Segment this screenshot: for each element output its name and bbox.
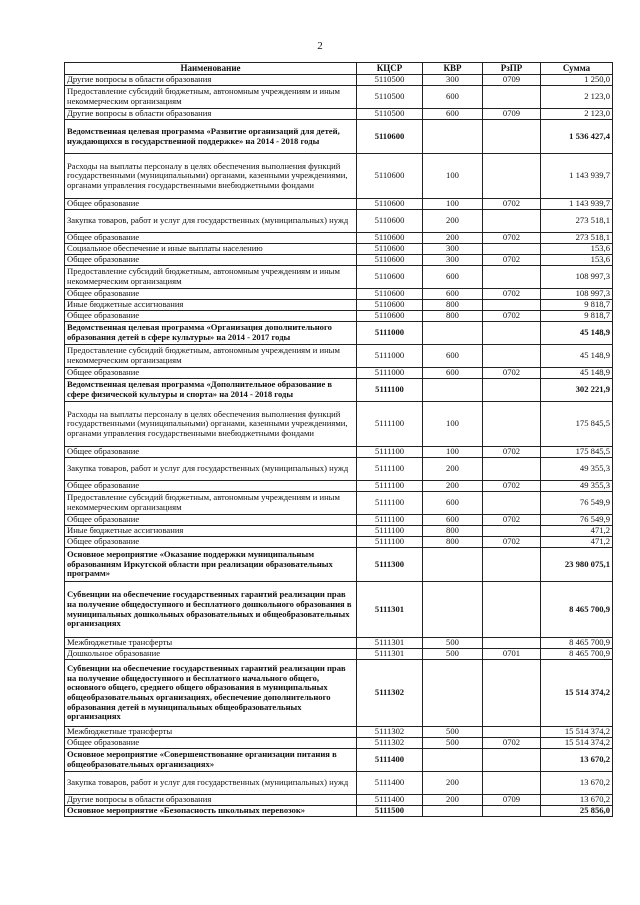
cell-kvr: 200 <box>423 795 483 806</box>
cell-kvr: 500 <box>423 638 483 649</box>
cell-kvr: 600 <box>423 289 483 300</box>
cell-rzpr <box>483 300 541 311</box>
cell-name: Общее образование <box>65 233 357 244</box>
cell-rzpr: 0701 <box>483 649 541 660</box>
table-row <box>65 379 613 402</box>
cell-kcsr: 5110500 <box>357 75 423 86</box>
cell-sum: 1 143 939,7 <box>541 154 613 199</box>
cell-kcsr: 5110600 <box>357 300 423 311</box>
cell-kvr: 100 <box>423 154 483 199</box>
cell-name: Предоставление субсидий бюджетным, автономным учреждениям и иным некоммерческим организациям <box>65 266 357 289</box>
table-row <box>65 806 613 817</box>
cell-sum: 273 518,1 <box>541 210 613 233</box>
cell-kvr: 100 <box>423 447 483 458</box>
table-row <box>65 244 613 255</box>
cell-kcsr: 5111100 <box>357 379 423 402</box>
cell-rzpr <box>483 638 541 649</box>
cell-name: Предоставление субсидий бюджетным, автономным учреждениям и иным некоммерческим организациям <box>65 86 357 109</box>
cell-rzpr: 0702 <box>483 199 541 210</box>
cell-rzpr <box>483 322 541 345</box>
cell-kcsr: 5110600 <box>357 233 423 244</box>
cell-rzpr <box>483 266 541 289</box>
cell-rzpr <box>483 492 541 515</box>
table-row <box>65 255 613 266</box>
cell-name: Общее образование <box>65 368 357 379</box>
cell-kcsr: 5110600 <box>357 199 423 210</box>
cell-kcsr: 5110600 <box>357 266 423 289</box>
page-number: 2 <box>317 40 323 52</box>
column-header-kvr: КВР <box>423 63 483 75</box>
table-row <box>65 649 613 660</box>
cell-kcsr: 5110600 <box>357 154 423 199</box>
cell-kvr: 200 <box>423 210 483 233</box>
cell-kcsr: 5111301 <box>357 638 423 649</box>
cell-name: Ведомственная целевая программа «Дополнительное образование в сфере физической культуры и спорта» на 2014 - 2018 годы <box>65 379 357 402</box>
cell-kcsr: 5111302 <box>357 727 423 738</box>
cell-sum: 45 148,9 <box>541 345 613 368</box>
cell-sum: 471,2 <box>541 537 613 548</box>
cell-name: Основное мероприятие «Совершенствование организации питания в общеобразовательных организациях» <box>65 749 357 772</box>
cell-kvr <box>423 582 483 638</box>
cell-rzpr: 0702 <box>483 447 541 458</box>
cell-kvr: 600 <box>423 492 483 515</box>
cell-rzpr <box>483 749 541 772</box>
cell-rzpr <box>483 379 541 402</box>
cell-name: Общее образование <box>65 311 357 322</box>
cell-kvr: 200 <box>423 458 483 481</box>
table-row <box>65 109 613 120</box>
table-row <box>65 447 613 458</box>
cell-sum: 49 355,3 <box>541 481 613 492</box>
cell-kcsr: 5111400 <box>357 772 423 795</box>
cell-name: Субвенции на обеспечение государственных гарантий реализации прав на получение общедоступного и бесплатного дошкольного образования в муниципальных дошкольных образовательных и общеобразовательных организациях <box>65 582 357 638</box>
cell-kvr: 300 <box>423 244 483 255</box>
cell-kcsr: 5110600 <box>357 311 423 322</box>
cell-sum: 175 845,5 <box>541 447 613 458</box>
cell-rzpr <box>483 86 541 109</box>
cell-sum: 8 465 700,9 <box>541 582 613 638</box>
cell-name: Иные бюджетные ассигнования <box>65 526 357 537</box>
cell-kcsr: 5110600 <box>357 255 423 266</box>
cell-name: Предоставление субсидий бюджетным, автономным учреждениям и иным некоммерческим организациям <box>65 345 357 368</box>
cell-rzpr: 0709 <box>483 795 541 806</box>
cell-rzpr <box>483 244 541 255</box>
cell-sum: 45 148,9 <box>541 322 613 345</box>
cell-kvr: 500 <box>423 738 483 749</box>
cell-sum: 9 818,7 <box>541 311 613 322</box>
cell-sum: 1 143 939,7 <box>541 199 613 210</box>
cell-kvr <box>423 120 483 154</box>
table-row <box>65 795 613 806</box>
cell-kcsr: 5111100 <box>357 458 423 481</box>
cell-kcsr: 5111302 <box>357 660 423 727</box>
cell-kvr: 800 <box>423 300 483 311</box>
cell-rzpr <box>483 210 541 233</box>
cell-rzpr <box>483 548 541 582</box>
column-header-rzpr: РзПР <box>483 63 541 75</box>
cell-kcsr: 5111100 <box>357 402 423 447</box>
cell-rzpr <box>483 660 541 727</box>
cell-kcsr: 5110500 <box>357 86 423 109</box>
cell-kvr: 300 <box>423 75 483 86</box>
cell-name: Закупка товаров, работ и услуг для государственных (муниципальных) нужд <box>65 772 357 795</box>
cell-rzpr <box>483 526 541 537</box>
cell-kcsr: 5111400 <box>357 749 423 772</box>
cell-kcsr: 5110600 <box>357 120 423 154</box>
column-header-kcsr: КЦСР <box>357 63 423 75</box>
cell-sum: 8 465 700,9 <box>541 638 613 649</box>
cell-kvr: 800 <box>423 526 483 537</box>
table-row <box>65 515 613 526</box>
cell-sum: 76 549,9 <box>541 492 613 515</box>
table-row <box>65 402 613 447</box>
cell-name: Субвенции на обеспечение государственных гарантий реализации прав на получение общедоступного и бесплатного начального общего, основного общего, среднего общего образования в муниципальных общеобразовательных организациях, обеспечение дополнительного образования детей в муниципальных общеобразовательных организациях <box>65 660 357 727</box>
cell-rzpr <box>483 458 541 481</box>
table-row <box>65 199 613 210</box>
cell-rzpr: 0709 <box>483 75 541 86</box>
cell-rzpr: 0702 <box>483 537 541 548</box>
cell-rzpr: 0702 <box>483 289 541 300</box>
cell-name: Общее образование <box>65 447 357 458</box>
cell-kcsr: 5111100 <box>357 526 423 537</box>
table-row <box>65 233 613 244</box>
cell-kcsr: 5111100 <box>357 447 423 458</box>
cell-kcsr: 5111000 <box>357 368 423 379</box>
table-row <box>65 86 613 109</box>
table-row <box>65 727 613 738</box>
cell-kcsr: 5111000 <box>357 345 423 368</box>
cell-name: Ведомственная целевая программа «Развитие организаций для детей, нуждающихся в государственной поддержке» на 2014 - 2018 годы <box>65 120 357 154</box>
cell-kvr: 600 <box>423 515 483 526</box>
cell-sum: 302 221,9 <box>541 379 613 402</box>
cell-kcsr: 5111301 <box>357 582 423 638</box>
cell-kvr <box>423 379 483 402</box>
table-row <box>65 492 613 515</box>
cell-kvr: 200 <box>423 772 483 795</box>
table-row <box>65 749 613 772</box>
column-header-name: Наименование <box>65 63 357 75</box>
cell-name: Основное мероприятие «Оказание поддержки муниципальным образованиям Иркутской области при реализации образовательных программ» <box>65 548 357 582</box>
cell-rzpr <box>483 806 541 817</box>
cell-sum: 273 518,1 <box>541 233 613 244</box>
table-row <box>65 266 613 289</box>
table-row <box>65 311 613 322</box>
cell-name: Межбюджетные трансферты <box>65 638 357 649</box>
table-row <box>65 289 613 300</box>
cell-rzpr: 0702 <box>483 481 541 492</box>
table-row <box>65 481 613 492</box>
table-row <box>65 120 613 154</box>
cell-kcsr: 5111100 <box>357 515 423 526</box>
cell-kcsr: 5111100 <box>357 537 423 548</box>
cell-sum: 15 514 374,2 <box>541 727 613 738</box>
cell-sum: 25 856,0 <box>541 806 613 817</box>
table-row <box>65 548 613 582</box>
cell-kvr <box>423 548 483 582</box>
cell-sum: 13 670,2 <box>541 772 613 795</box>
cell-sum: 1 536 427,4 <box>541 120 613 154</box>
cell-sum: 13 670,2 <box>541 795 613 806</box>
table-row <box>65 75 613 86</box>
table-row <box>65 738 613 749</box>
cell-sum: 23 980 075,1 <box>541 548 613 582</box>
cell-sum: 108 997,3 <box>541 266 613 289</box>
cell-sum: 153,6 <box>541 255 613 266</box>
cell-sum: 175 845,5 <box>541 402 613 447</box>
cell-kvr: 600 <box>423 266 483 289</box>
cell-kcsr: 5110600 <box>357 289 423 300</box>
cell-rzpr: 0702 <box>483 738 541 749</box>
cell-kvr: 600 <box>423 86 483 109</box>
cell-kcsr: 5111000 <box>357 322 423 345</box>
cell-kvr <box>423 749 483 772</box>
cell-name: Другие вопросы в области образования <box>65 109 357 120</box>
cell-sum: 108 997,3 <box>541 289 613 300</box>
cell-name: Расходы на выплаты персоналу в целях обеспечения выполнения функций государственными (муниципальными) органами, казенными учреждениями, органами управления государственными внебюджетными фондами <box>65 402 357 447</box>
cell-kcsr: 5110600 <box>357 244 423 255</box>
cell-name: Предоставление субсидий бюджетным, автономным учреждениям и иным некоммерческим организациям <box>65 492 357 515</box>
cell-kvr: 100 <box>423 402 483 447</box>
cell-kvr: 500 <box>423 727 483 738</box>
cell-kvr: 200 <box>423 481 483 492</box>
cell-sum: 471,2 <box>541 526 613 537</box>
cell-rzpr: 0702 <box>483 368 541 379</box>
cell-kcsr: 5110500 <box>357 109 423 120</box>
cell-sum: 1 250,0 <box>541 75 613 86</box>
table-row <box>65 210 613 233</box>
cell-name: Закупка товаров, работ и услуг для государственных (муниципальных) нужд <box>65 210 357 233</box>
table-row <box>65 537 613 548</box>
cell-sum: 15 514 374,2 <box>541 660 613 727</box>
table-row <box>65 638 613 649</box>
cell-name: Другие вопросы в области образования <box>65 75 357 86</box>
cell-sum: 15 514 374,2 <box>541 738 613 749</box>
cell-name: Общее образование <box>65 481 357 492</box>
cell-rzpr <box>483 582 541 638</box>
cell-rzpr <box>483 120 541 154</box>
table-row <box>65 154 613 199</box>
cell-kcsr: 5111302 <box>357 738 423 749</box>
cell-kcsr: 5111400 <box>357 795 423 806</box>
cell-rzpr <box>483 402 541 447</box>
cell-kvr: 100 <box>423 199 483 210</box>
budget-table <box>64 62 613 817</box>
cell-name: Другие вопросы в области образования <box>65 795 357 806</box>
cell-kvr <box>423 806 483 817</box>
cell-sum: 76 549,9 <box>541 515 613 526</box>
cell-kvr: 800 <box>423 537 483 548</box>
table-row <box>65 368 613 379</box>
cell-kcsr: 5110600 <box>357 210 423 233</box>
cell-name: Ведомственная целевая программа «Организация дополнительного образования детей в сфере культуры» на 2014 - 2017 годы <box>65 322 357 345</box>
cell-kvr: 500 <box>423 649 483 660</box>
cell-rzpr: 0702 <box>483 255 541 266</box>
cell-name: Расходы на выплаты персоналу в целях обеспечения выполнения функций государственными (муниципальными) органами, казенными учреждениями, органами управления государственными внебюджетными фондами <box>65 154 357 199</box>
table-row <box>65 582 613 638</box>
cell-rzpr <box>483 727 541 738</box>
cell-sum: 2 123,0 <box>541 109 613 120</box>
cell-sum: 45 148,9 <box>541 368 613 379</box>
cell-rzpr: 0702 <box>483 233 541 244</box>
cell-kvr: 800 <box>423 311 483 322</box>
cell-rzpr: 0702 <box>483 515 541 526</box>
cell-rzpr <box>483 345 541 368</box>
cell-kcsr: 5111300 <box>357 548 423 582</box>
cell-sum: 49 355,3 <box>541 458 613 481</box>
cell-kvr <box>423 660 483 727</box>
cell-name: Общее образование <box>65 738 357 749</box>
cell-kvr: 600 <box>423 345 483 368</box>
cell-sum: 8 465 700,9 <box>541 649 613 660</box>
cell-kvr: 600 <box>423 109 483 120</box>
cell-sum: 9 818,7 <box>541 300 613 311</box>
table-row <box>65 300 613 311</box>
table-body <box>65 75 613 817</box>
cell-kvr <box>423 322 483 345</box>
cell-kcsr: 5111100 <box>357 492 423 515</box>
cell-name: Общее образование <box>65 537 357 548</box>
table-row <box>65 772 613 795</box>
cell-sum: 153,6 <box>541 244 613 255</box>
cell-kcsr: 5111301 <box>357 649 423 660</box>
cell-rzpr <box>483 154 541 199</box>
cell-name: Социальное обеспечение и иные выплаты населению <box>65 244 357 255</box>
cell-name: Основное мероприятие «Безопасность школьных перевозок» <box>65 806 357 817</box>
cell-kvr: 600 <box>423 368 483 379</box>
cell-kvr: 200 <box>423 233 483 244</box>
table-row <box>65 526 613 537</box>
cell-name: Закупка товаров, работ и услуг для государственных (муниципальных) нужд <box>65 458 357 481</box>
cell-kvr: 300 <box>423 255 483 266</box>
cell-rzpr: 0709 <box>483 109 541 120</box>
cell-kcsr: 5111100 <box>357 481 423 492</box>
cell-name: Общее образование <box>65 289 357 300</box>
cell-rzpr: 0702 <box>483 311 541 322</box>
table-header-row <box>65 63 613 75</box>
table-row <box>65 345 613 368</box>
cell-name: Иные бюджетные ассигнования <box>65 300 357 311</box>
table-row <box>65 322 613 345</box>
cell-kcsr: 5111500 <box>357 806 423 817</box>
cell-sum: 13 670,2 <box>541 749 613 772</box>
column-header-sum: Сумма <box>541 63 613 75</box>
cell-name: Дошкольное образование <box>65 649 357 660</box>
table-row <box>65 660 613 727</box>
cell-name: Общее образование <box>65 199 357 210</box>
table-row <box>65 458 613 481</box>
cell-name: Общее образование <box>65 515 357 526</box>
cell-name: Межбюджетные трансферты <box>65 727 357 738</box>
cell-sum: 2 123,0 <box>541 86 613 109</box>
cell-name: Общее образование <box>65 255 357 266</box>
cell-rzpr <box>483 772 541 795</box>
